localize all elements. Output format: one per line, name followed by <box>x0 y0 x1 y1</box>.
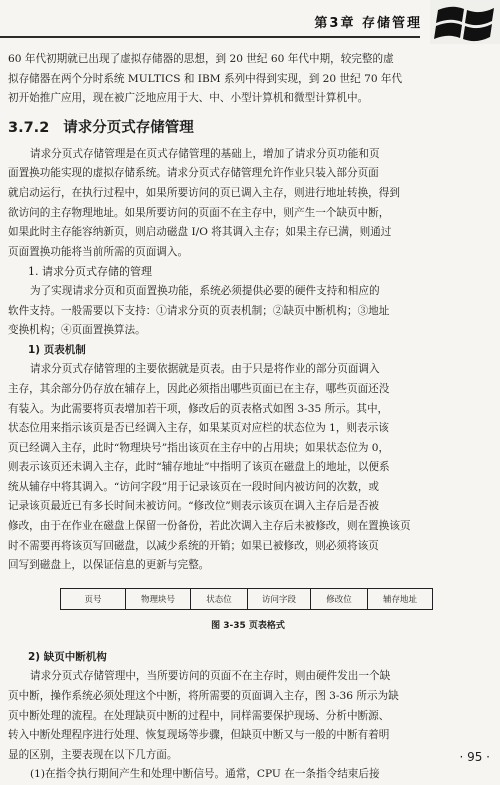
section-title: 请求分页式存储管理 <box>63 119 194 136</box>
text-line: 转入中断处理程序进行处理、恢复现场等步骤，但缺页中断又与一般的中断有着明 <box>8 729 390 742</box>
paragraph-2 <box>8 282 488 341</box>
text-line: 请求分页式存储管理是在页式存储管理的基础上，增加了请求分页功能和页 <box>30 147 380 160</box>
text-line: 统从辅存中将其调入。“访问字段”用于记录该页在一段时间内被访问的次数，或 <box>8 480 380 493</box>
text-line: 软件支持。一般需要以下支持：①请求分页的页表机制；②缺页中断机构；③地址 <box>8 304 390 317</box>
header-rule <box>0 36 420 38</box>
chapter-title: 第3章 存储管理 <box>314 16 422 31</box>
page-table <box>60 588 433 610</box>
table-cell: 访问字段 <box>248 588 311 609</box>
text-line: 时不需要再将该页写回磁盘，以减少系统的开销；如果已被修改，则必须将该页 <box>8 539 379 552</box>
text-line: 请求分页式存储管理中，当所要访问的页面不在主存时，则由硬件发出一个缺 <box>30 670 391 683</box>
section-heading <box>8 115 488 141</box>
text-line: 则表示该页还未调入主存，此时“辅存地址”中指明了该页在磁盘上的地址，以便系 <box>8 461 390 474</box>
text-line: 60 年代初期就已出现了虚拟存储器的思想，到 20 世纪 60 年代中期，较完整的虚 <box>8 53 394 65</box>
page-body <box>8 50 488 785</box>
text-line: 回写到磁盘上，以保证信息的更新与完整。 <box>8 559 210 572</box>
subsection-heading: 1. 请求分页式存储的管理 <box>28 265 152 279</box>
text-line: 变换机构；④页面置换算法。 <box>8 324 146 337</box>
running-header <box>0 0 500 44</box>
item-heading-page-fault: 2) 缺页中断机构 <box>28 650 107 663</box>
table-cell: 修改位 <box>311 588 368 609</box>
text-line: 页中断处理的流程。在处理缺页中断的过程中，同样需要保护现场、分析中断源、 <box>8 709 390 722</box>
text-line: 拟存储器在两个分时系统 MULTICS 和 IBM 系列中得到实现，到 20 世纪 70 年代 <box>8 72 403 85</box>
paragraph-3 <box>8 360 488 576</box>
intro-paragraph <box>8 50 488 109</box>
table-cell: 页号 <box>61 588 126 609</box>
table-cell: 物理块号 <box>126 588 191 609</box>
page-number: · 95 · <box>459 750 490 764</box>
paragraph-5 <box>8 765 488 785</box>
text-line: 欲访问的主存物理地址。如果所要访问的页面不在主存中，则产生一个缺页中断， <box>8 206 390 219</box>
table-row <box>61 588 433 609</box>
figure-caption: 图 3-35 页表格式 <box>211 620 285 631</box>
item-heading-page-table: 1) 页表机制 <box>28 343 86 356</box>
windows-flag-icon <box>430 0 500 44</box>
text-line: 请求分页式存储管理的主要依据就是页表。由于只是将作业的部分页面调入 <box>30 363 380 376</box>
text-line: 页已经调入主存，此时“物理块号”指出该页在主存中的占用块；如果状态位为 0， <box>8 441 390 454</box>
paragraph-4 <box>8 667 488 765</box>
text-line: (1)在指令执行期间产生和处理中断信号。通常，CPU 在一条指令结束后接 <box>30 768 380 781</box>
text-line: 显的区别，主要表现在以下几方面。 <box>8 748 178 761</box>
page-table-figure <box>60 588 488 610</box>
text-line: 状态位用来指示该页是否已经调入主存，如果某页对应栏的状态位为 1，则表示该 <box>8 422 389 435</box>
text-line: 主存，其余部分仍存放在辅存上，因此必须指出哪些页面已在主存，哪些页面还没 <box>8 382 390 395</box>
text-line: 页中断，操作系统必须处理这个中断，将所需要的页面调入主存，图 3-36 所示为缺 <box>8 690 399 703</box>
table-cell: 辅存地址 <box>368 588 433 609</box>
paragraph-1 <box>8 145 488 263</box>
text-line: 面置换功能实现的虚拟存储系统。请求分页式存储管理允许作业只装入部分页面 <box>8 167 379 180</box>
text-line: 如果此时主存能容纳新页，则启动磁盘 I/O 将其调入主存；如果主存已满，则通过 <box>8 226 392 239</box>
table-cell: 状态位 <box>191 588 248 609</box>
text-line: 记录该页最近已有多长时间未被访问。“修改位”则表示该页在调入主存后是否被 <box>8 500 380 513</box>
text-line: 就启动运行，在执行过程中，如果所要访问的页已调入主存，则进行地址转换，得到 <box>8 186 400 199</box>
section-number: 3.7.2 <box>8 119 50 136</box>
text-line: 有装入。为此需要将页表增加若干项，修改后的页表格式如图 3-35 所示。其中， <box>8 402 389 415</box>
text-line: 修改，由于在作业在磁盘上保留一份备份，若此次调入主存后未被修改，则在置换该页 <box>8 520 411 533</box>
text-line: 为了实现请求分页和页面置换功能，系统必须提供必要的硬件支持和相应的 <box>30 284 380 297</box>
text-line: 初开始推广应用，现在被广泛地应用于大、中、小型计算机和微型计算机中。 <box>8 92 369 105</box>
text-line: 页面置换功能将当前所需的页面调入。 <box>8 245 189 258</box>
